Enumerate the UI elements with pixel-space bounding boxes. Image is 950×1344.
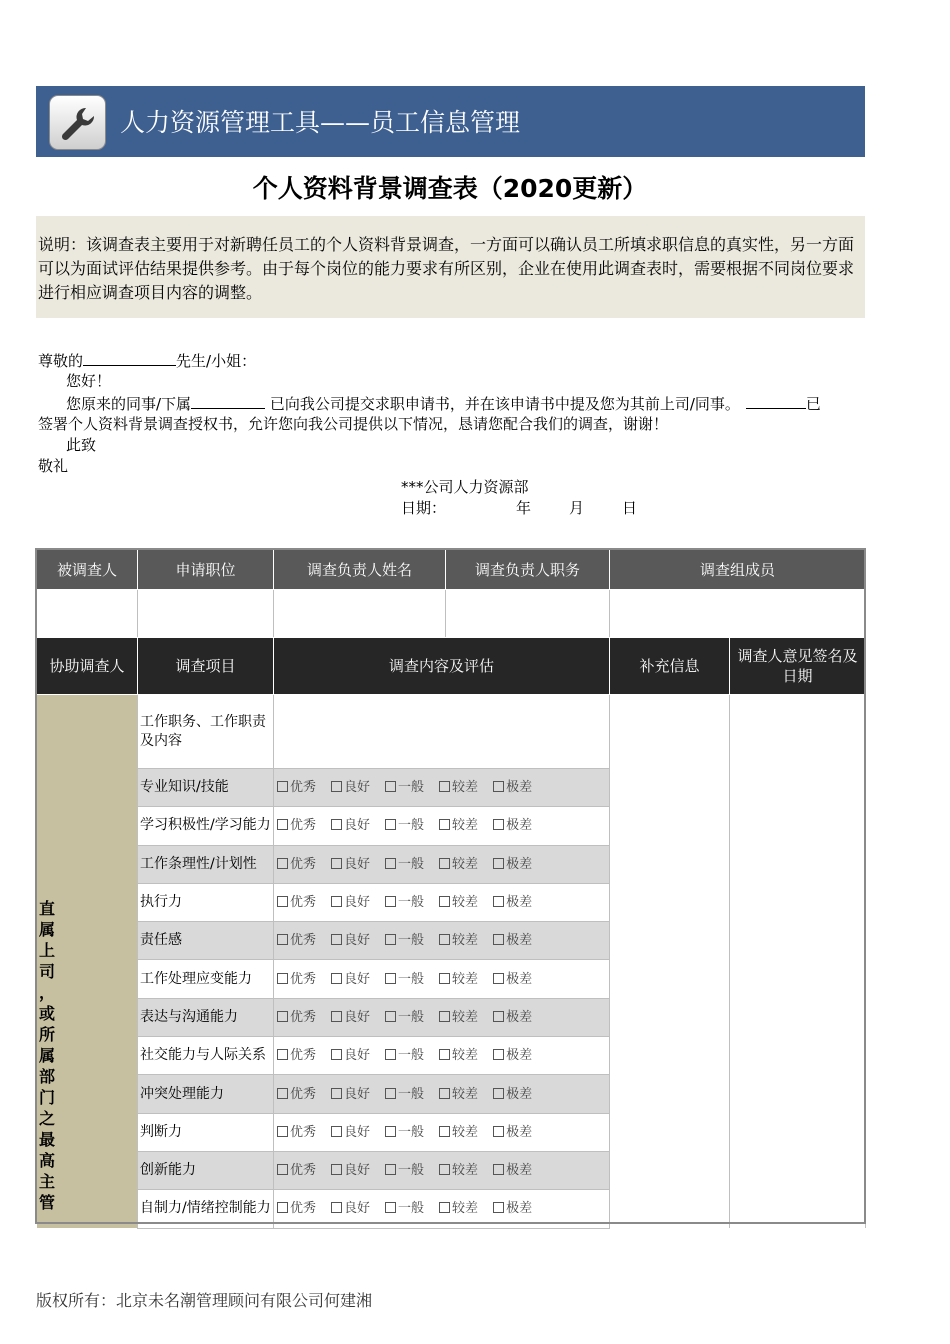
option-label: 一般	[398, 1086, 425, 1102]
date-year: 年	[516, 499, 532, 517]
body1-prefix: 您原来的同事/下属	[66, 395, 192, 413]
checkbox-icon[interactable]	[331, 1088, 342, 1099]
checkbox-icon[interactable]	[331, 1202, 342, 1213]
option-label: 极差	[506, 933, 533, 949]
rating-options	[274, 807, 610, 845]
checkbox-icon[interactable]	[277, 934, 288, 945]
checkbox-icon[interactable]	[385, 1011, 396, 1022]
col-header-content: 调查内容及评估	[274, 638, 610, 695]
supplement-cell[interactable]	[610, 695, 730, 1229]
checkbox-icon[interactable]	[385, 896, 396, 907]
rating-option[interactable]	[385, 970, 424, 989]
members-cell[interactable]	[610, 590, 866, 644]
body1-suffix: 已	[805, 395, 821, 413]
rating-option[interactable]	[385, 893, 424, 912]
option-label: 良好	[344, 1048, 371, 1064]
date-month: 月	[569, 499, 585, 517]
rating-option[interactable]	[493, 931, 532, 950]
checkbox-icon[interactable]	[331, 858, 342, 869]
item-label: 自制力/情绪控制能力	[138, 1190, 274, 1228]
option-label: 优秀	[290, 780, 317, 796]
col-header-signature: 调查人意见签名及日期	[730, 638, 866, 695]
letter-sender: ***公司人力资源部	[401, 478, 529, 496]
name-blank[interactable]	[83, 350, 176, 366]
letter-body-line2: 签署个人资料背景调查授权书，允许您向我公司提供以下情况，恳请您配合我们的调查，谢谢！	[38, 415, 669, 433]
option-label: 较差	[452, 1124, 479, 1140]
item-label: 执行力	[138, 883, 274, 921]
checkbox-icon[interactable]	[493, 896, 504, 907]
rating-option[interactable]	[385, 1046, 424, 1065]
checkbox-icon[interactable]	[277, 1126, 288, 1137]
rating-options	[274, 883, 610, 921]
option-label: 一般	[398, 895, 425, 911]
option-label: 极差	[506, 1048, 533, 1064]
item-label: 学习积极性/学习能力	[138, 807, 274, 845]
page-title: 个人资料背景调查表（2020更新）	[252, 174, 648, 203]
assistant-label-char: 最	[38, 1130, 55, 1149]
option-label: 极差	[506, 1009, 533, 1025]
checkbox-icon[interactable]	[385, 1202, 396, 1213]
checkbox-icon[interactable]	[439, 1164, 450, 1175]
checkbox-icon[interactable]	[331, 1049, 342, 1060]
date-label: 日期：	[401, 499, 447, 517]
rating-option[interactable]	[439, 970, 478, 989]
checkbox-icon[interactable]	[385, 1049, 396, 1060]
assistant-label-char: ，	[38, 983, 55, 1002]
rating-option[interactable]	[331, 1008, 370, 1027]
rating-option[interactable]	[331, 1046, 370, 1065]
assistant-label-char: 直	[38, 899, 55, 918]
rating-option[interactable]	[331, 1085, 370, 1104]
checkbox-icon[interactable]	[331, 1011, 342, 1022]
checkbox-icon[interactable]	[277, 781, 288, 792]
rating-option[interactable]	[385, 855, 424, 874]
rating-option[interactable]	[493, 778, 532, 797]
rating-option[interactable]	[439, 855, 478, 874]
greeting-prefix: 尊敬的	[38, 352, 84, 370]
option-label: 较差	[452, 1201, 479, 1217]
checkbox-icon[interactable]	[331, 1164, 342, 1175]
checkbox-icon[interactable]	[493, 858, 504, 869]
option-label: 较差	[452, 1048, 479, 1064]
rating-option[interactable]	[439, 931, 478, 950]
option-label: 一般	[398, 818, 425, 834]
checkbox-icon[interactable]	[439, 819, 450, 830]
letter-date	[401, 498, 637, 519]
item-label: 专业知识/技能	[138, 769, 274, 807]
option-label: 较差	[452, 1086, 479, 1102]
item-label: 冲突处理能力	[138, 1075, 274, 1113]
rating-option[interactable]	[277, 1008, 316, 1027]
lead-name-cell[interactable]	[274, 590, 446, 644]
rating-option[interactable]	[385, 816, 424, 835]
option-label: 较差	[452, 856, 479, 872]
rating-option[interactable]	[385, 1161, 424, 1180]
rating-option[interactable]	[331, 893, 370, 912]
checkbox-icon[interactable]	[385, 781, 396, 792]
option-label: 极差	[506, 1163, 533, 1179]
rating-option[interactable]	[493, 855, 532, 874]
checkbox-icon[interactable]	[493, 1126, 504, 1137]
rating-option[interactable]	[277, 970, 316, 989]
rating-option[interactable]	[493, 970, 532, 989]
checkbox-icon[interactable]	[385, 1126, 396, 1137]
assistant-label-char: 司	[38, 962, 55, 981]
checkbox-icon[interactable]	[493, 1164, 504, 1175]
assistant-label-char: 部	[38, 1067, 55, 1086]
option-label: 较差	[452, 895, 479, 911]
assistant-label-char: 所	[38, 1025, 55, 1044]
option-label: 优秀	[290, 818, 317, 834]
checkbox-icon[interactable]	[439, 1088, 450, 1099]
rating-option[interactable]	[331, 1199, 370, 1218]
assistant-label-char: 属	[38, 1046, 55, 1065]
option-label: 良好	[344, 1086, 371, 1102]
option-label: 极差	[506, 1086, 533, 1102]
lead-title-cell[interactable]	[446, 590, 610, 644]
rating-option[interactable]	[493, 816, 532, 835]
rating-option[interactable]	[331, 855, 370, 874]
checkbox-icon[interactable]	[439, 1202, 450, 1213]
rating-options	[274, 845, 610, 883]
rating-option[interactable]	[493, 1085, 532, 1104]
option-label: 优秀	[290, 933, 317, 949]
option-label: 良好	[344, 1163, 371, 1179]
checkbox-icon[interactable]	[277, 858, 288, 869]
greeting-suffix: 先生/小姐：	[176, 352, 257, 370]
option-label: 良好	[344, 895, 371, 911]
candidate-blank[interactable]	[746, 393, 806, 409]
checkbox-icon[interactable]	[385, 858, 396, 869]
option-label: 优秀	[290, 1048, 317, 1064]
col-header-supplement: 补充信息	[610, 638, 730, 695]
option-label: 优秀	[290, 971, 317, 987]
option-label: 良好	[344, 780, 371, 796]
rating-option[interactable]	[493, 1161, 532, 1180]
letter-body-line1	[66, 393, 821, 415]
option-label: 良好	[344, 971, 371, 987]
rating-option[interactable]	[439, 893, 478, 912]
rating-option[interactable]	[277, 1046, 316, 1065]
option-label: 极差	[506, 1201, 533, 1217]
col-header-assistant: 协助调查人	[37, 638, 138, 695]
rating-options	[274, 1075, 610, 1113]
option-label: 良好	[344, 856, 371, 872]
option-label: 极差	[506, 856, 533, 872]
item-label: 责任感	[138, 922, 274, 960]
letter-greeting	[38, 350, 256, 372]
rating-options	[274, 1190, 610, 1228]
option-label: 良好	[344, 933, 371, 949]
checkbox-icon[interactable]	[277, 896, 288, 907]
rating-option[interactable]	[439, 1046, 478, 1065]
col-header-lead-name: 调查负责人姓名	[274, 550, 446, 590]
option-label: 较差	[452, 818, 479, 834]
checkbox-icon[interactable]	[493, 1088, 504, 1099]
option-label: 一般	[398, 933, 425, 949]
option-label: 一般	[398, 1124, 425, 1140]
rating-option[interactable]	[439, 1123, 478, 1142]
checkbox-icon[interactable]	[385, 934, 396, 945]
position-cell[interactable]	[138, 590, 274, 644]
letter-closing-2: 敬礼	[38, 457, 69, 475]
option-label: 优秀	[290, 1124, 317, 1140]
letter-hello: 您好！	[66, 372, 112, 390]
option-label: 一般	[398, 971, 425, 987]
rating-options	[274, 1113, 610, 1151]
option-label: 优秀	[290, 1201, 317, 1217]
wrench-icon	[49, 95, 106, 150]
rating-options	[274, 1151, 610, 1189]
option-label: 较差	[452, 971, 479, 987]
checkbox-icon[interactable]	[277, 1049, 288, 1060]
rating-option[interactable]	[493, 1199, 532, 1218]
assistant-label-char: 高	[38, 1151, 55, 1170]
footer-copyright: 版权所有：北京未名潮管理顾问有限公司何建湘	[36, 1291, 373, 1310]
checkbox-icon[interactable]	[385, 973, 396, 984]
rating-option[interactable]	[493, 1046, 532, 1065]
checkbox-icon[interactable]	[277, 1088, 288, 1099]
option-label: 一般	[398, 1009, 425, 1025]
rating-option[interactable]	[331, 1161, 370, 1180]
checkbox-icon[interactable]	[331, 973, 342, 984]
option-label: 较差	[452, 1009, 479, 1025]
checkbox-icon[interactable]	[439, 973, 450, 984]
checkbox-icon[interactable]	[439, 1126, 450, 1137]
checkbox-icon[interactable]	[385, 1088, 396, 1099]
rating-option[interactable]	[331, 778, 370, 797]
note-text: 说明：该调查表主要用于对新聘任员工的个人资料背景调查，一方面可以确认员工所填求职信息的真实性，另一方面可以为面试评估结果提供参考。由于每个岗位的能力要求有所区别，企业在使用此调查表时，需要根据不同岗位要求进行相应调查项目内容的调整。	[38, 235, 855, 302]
checkbox-icon[interactable]	[331, 896, 342, 907]
option-label: 一般	[398, 1048, 425, 1064]
item-label: 工作条理性/计划性	[138, 845, 274, 883]
letter-closing-1: 此致	[66, 436, 97, 454]
option-label: 良好	[344, 1201, 371, 1217]
col-header-lead-title: 调查负责人职务	[446, 550, 610, 590]
checkbox-icon[interactable]	[493, 1011, 504, 1022]
checkbox-icon[interactable]	[277, 1011, 288, 1022]
option-label: 较差	[452, 933, 479, 949]
checkbox-icon[interactable]	[385, 819, 396, 830]
checkbox-icon[interactable]	[277, 1164, 288, 1175]
rating-option[interactable]	[277, 1085, 316, 1104]
rating-option[interactable]	[331, 931, 370, 950]
checkbox-icon[interactable]	[439, 781, 450, 792]
col-header-position: 申请职位	[138, 550, 274, 590]
rating-option[interactable]	[277, 816, 316, 835]
rating-option[interactable]	[331, 970, 370, 989]
assistant-label-char: 属	[38, 920, 55, 939]
signature-cell[interactable]	[730, 695, 866, 1229]
rating-option[interactable]	[385, 778, 424, 797]
option-label: 一般	[398, 856, 425, 872]
rating-options	[274, 1037, 610, 1075]
rating-option[interactable]	[331, 1123, 370, 1142]
checkbox-icon[interactable]	[277, 1202, 288, 1213]
rating-options	[274, 960, 610, 998]
option-label: 一般	[398, 1201, 425, 1217]
rating-option[interactable]	[277, 931, 316, 950]
rating-option[interactable]	[331, 816, 370, 835]
assistant-label	[38, 898, 56, 1213]
option-label: 优秀	[290, 1086, 317, 1102]
checkbox-icon[interactable]	[331, 781, 342, 792]
assistant-label-char: 门	[38, 1088, 55, 1107]
checkbox-icon[interactable]	[277, 973, 288, 984]
rating-option[interactable]	[439, 1085, 478, 1104]
assistant-label-char: 主	[38, 1172, 55, 1191]
rating-option[interactable]	[493, 893, 532, 912]
option-label: 极差	[506, 895, 533, 911]
assistant-label-char: 或	[38, 1004, 55, 1023]
checkbox-icon[interactable]	[439, 1011, 450, 1022]
checkbox-icon[interactable]	[493, 973, 504, 984]
app-title: 人力资源管理工具——员工信息管理	[120, 108, 521, 137]
checkbox-icon[interactable]	[439, 1049, 450, 1060]
option-label: 良好	[344, 1124, 371, 1140]
option-label: 极差	[506, 1124, 533, 1140]
checkbox-icon[interactable]	[493, 1049, 504, 1060]
rating-option[interactable]	[277, 778, 316, 797]
item-label: 表达与沟通能力	[138, 998, 274, 1036]
survey-info-table	[36, 549, 866, 644]
option-label: 良好	[344, 1009, 371, 1025]
option-label: 极差	[506, 818, 533, 834]
rating-option[interactable]	[277, 1199, 316, 1218]
rating-option[interactable]	[439, 816, 478, 835]
colleague-blank[interactable]	[191, 393, 265, 409]
item-label: 工作职务、工作职责及内容	[138, 695, 274, 769]
option-label: 极差	[506, 971, 533, 987]
option-label: 一般	[398, 780, 425, 796]
checkbox-icon[interactable]	[331, 1126, 342, 1137]
rating-option[interactable]	[385, 1008, 424, 1027]
rating-option[interactable]	[385, 931, 424, 950]
job-duties-input[interactable]	[274, 695, 610, 769]
rating-option[interactable]	[493, 1008, 532, 1027]
evaluation-table	[36, 637, 866, 1229]
rating-option[interactable]	[385, 1085, 424, 1104]
col-header-subject: 被调查人	[37, 550, 138, 590]
checkbox-icon[interactable]	[439, 858, 450, 869]
item-label: 工作处理应变能力	[138, 960, 274, 998]
rating-option[interactable]	[385, 1199, 424, 1218]
rating-options	[274, 769, 610, 807]
assistant-label-char: 管	[38, 1193, 55, 1212]
rating-options	[274, 922, 610, 960]
rating-option[interactable]	[439, 1199, 478, 1218]
date-day: 日	[622, 499, 638, 517]
rating-option[interactable]	[439, 1008, 478, 1027]
option-label: 一般	[398, 1163, 425, 1179]
option-label: 良好	[344, 818, 371, 834]
checkbox-icon[interactable]	[331, 934, 342, 945]
rating-option[interactable]	[277, 855, 316, 874]
checkbox-icon[interactable]	[331, 819, 342, 830]
item-label: 创新能力	[138, 1151, 274, 1189]
checkbox-icon[interactable]	[493, 781, 504, 792]
rating-option[interactable]	[385, 1123, 424, 1142]
option-label: 极差	[506, 780, 533, 796]
item-label: 判断力	[138, 1113, 274, 1151]
option-label: 优秀	[290, 895, 317, 911]
checkbox-icon[interactable]	[385, 1164, 396, 1175]
option-label: 优秀	[290, 1009, 317, 1025]
option-label: 较差	[452, 780, 479, 796]
rating-options	[274, 998, 610, 1036]
checkbox-icon[interactable]	[439, 934, 450, 945]
option-label: 优秀	[290, 1163, 317, 1179]
checkbox-icon[interactable]	[493, 1202, 504, 1213]
checkbox-icon[interactable]	[493, 819, 504, 830]
body1-mid: 已向我公司提交求职申请书，并在该申请书中提及您为其前上司/同事。	[265, 395, 740, 413]
rating-option[interactable]	[439, 778, 478, 797]
col-header-item: 调查项目	[138, 638, 274, 695]
option-label: 优秀	[290, 856, 317, 872]
rating-option[interactable]	[439, 1161, 478, 1180]
subject-cell[interactable]	[37, 590, 138, 644]
option-label: 较差	[452, 1163, 479, 1179]
assistant-label-char: 上	[38, 941, 55, 960]
rating-option[interactable]	[277, 1161, 316, 1180]
checkbox-icon[interactable]	[439, 896, 450, 907]
rating-option[interactable]	[277, 893, 316, 912]
checkbox-icon[interactable]	[277, 819, 288, 830]
col-header-members: 调查组成员	[610, 550, 866, 590]
rating-option[interactable]	[493, 1123, 532, 1142]
checkbox-icon[interactable]	[493, 934, 504, 945]
rating-option[interactable]	[277, 1123, 316, 1142]
item-label: 社交能力与人际关系	[138, 1037, 274, 1075]
assistant-label-char: 之	[38, 1109, 55, 1128]
